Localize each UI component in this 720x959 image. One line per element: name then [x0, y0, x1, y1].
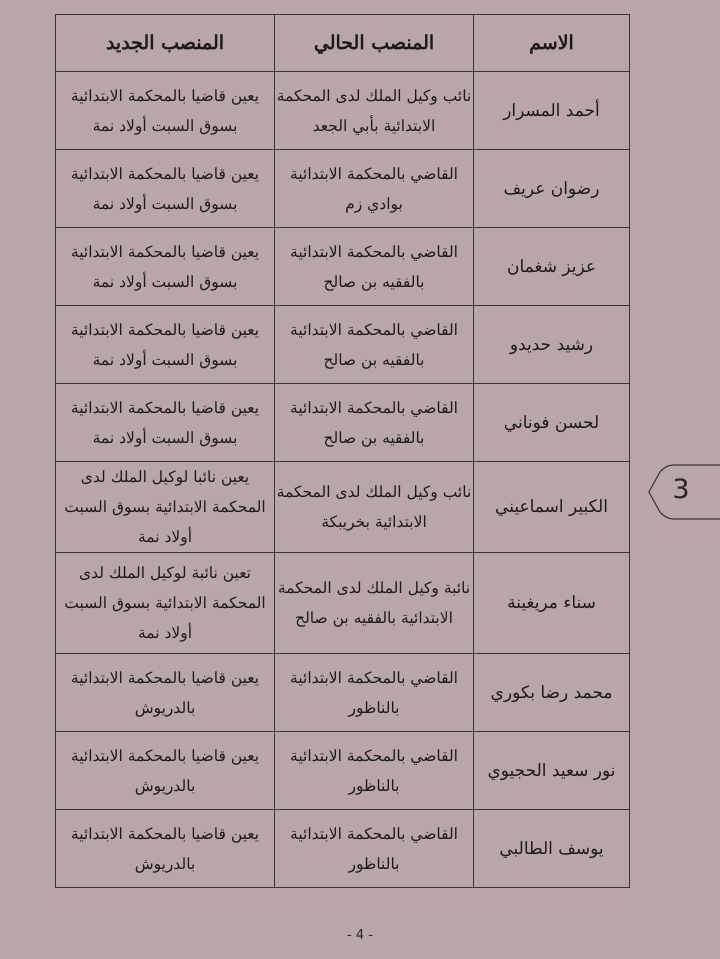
cell-current-position: نائب وكيل الملك لدى المحكمة الابتدائية بأبي الجعد	[275, 72, 474, 150]
header-new-position: المنصب الجديد	[56, 15, 275, 72]
cell-current-position: القاضي بالمحكمة الابتدائية بالناظور	[275, 732, 474, 810]
page-number: - 4 -	[347, 928, 373, 943]
cell-new-position: يعين قاضيا بالمحكمة الابتدائية بسوق السبت أولاد نمة	[56, 150, 275, 228]
cell-new-position: تعين نائبة لوكيل الملك لدى المحكمة الابتدائية بسوق السبت أولاد نمة	[56, 553, 275, 654]
cell-name: محمد رضا بكوري	[474, 654, 630, 732]
cell-name: رشيد حديدو	[474, 306, 630, 384]
table-row	[56, 384, 630, 462]
cell-name: نور سعيد الحجيوي	[474, 732, 630, 810]
cell-current-position: القاضي بالمحكمة الابتدائية بوادي زم	[275, 150, 474, 228]
cell-new-position: يعين قاضيا بالمحكمة الابتدائية بالدريوش	[56, 732, 275, 810]
cell-current-position: القاضي بالمحكمة الابتدائية بالفقيه بن صالح	[275, 384, 474, 462]
cell-name: سناء مريغينة	[474, 553, 630, 654]
cell-current-position: القاضي بالمحكمة الابتدائية بالفقيه بن صالح	[275, 306, 474, 384]
cell-new-position: يعين قاضيا بالمحكمة الابتدائية بسوق السبت أولاد نمة	[56, 72, 275, 150]
appointments-table	[55, 14, 630, 888]
cell-current-position: القاضي بالمحكمة الابتدائية بالناظور	[275, 654, 474, 732]
cell-name: يوسف الطالبي	[474, 810, 630, 888]
header-current-position: المنصب الحالي	[275, 15, 474, 72]
cell-name: لحسن فوناني	[474, 384, 630, 462]
cell-current-position: القاضي بالمحكمة الابتدائية بالناظور	[275, 810, 474, 888]
side-tab-number: 3	[672, 474, 690, 505]
header-name: الاسم	[474, 15, 630, 72]
table-row	[56, 462, 630, 553]
table-row	[56, 72, 630, 150]
table-row	[56, 732, 630, 810]
cell-new-position: يعين نائبا لوكيل الملك لدى المحكمة الابتدائية بسوق السبت أولاد نمة	[56, 462, 275, 553]
table-header-row	[56, 15, 630, 72]
cell-current-position: القاضي بالمحكمة الابتدائية بالفقيه بن صالح	[275, 228, 474, 306]
cell-name: الكبير اسماعيني	[474, 462, 630, 553]
cell-name: رضوان عريف	[474, 150, 630, 228]
cell-current-position: نائب وكيل الملك لدى المحكمة الابتدائية بخريبكة	[275, 462, 474, 553]
cell-new-position: يعين قاضيا بالمحكمة الابتدائية بسوق السبت أولاد نمة	[56, 306, 275, 384]
cell-name: عزيز شغمان	[474, 228, 630, 306]
cell-new-position: يعين قاضيا بالمحكمة الابتدائية بالدريوش	[56, 654, 275, 732]
cell-current-position: نائبة وكيل الملك لدى المحكمة الابتدائية بالفقيه بن صالح	[275, 553, 474, 654]
table-row	[56, 150, 630, 228]
cell-new-position: يعين قاضيا بالمحكمة الابتدائية بسوق السبت أولاد نمة	[56, 228, 275, 306]
table-row	[56, 654, 630, 732]
cell-new-position: يعين قاضيا بالمحكمة الابتدائية بسوق السبت أولاد نمة	[56, 384, 275, 462]
cell-new-position: يعين قاضيا بالمحكمة الابتدائية بالدريوش	[56, 810, 275, 888]
table-row	[56, 810, 630, 888]
cell-name: أحمد المسرار	[474, 72, 630, 150]
table-row	[56, 228, 630, 306]
table-row	[56, 306, 630, 384]
table-row	[56, 553, 630, 654]
